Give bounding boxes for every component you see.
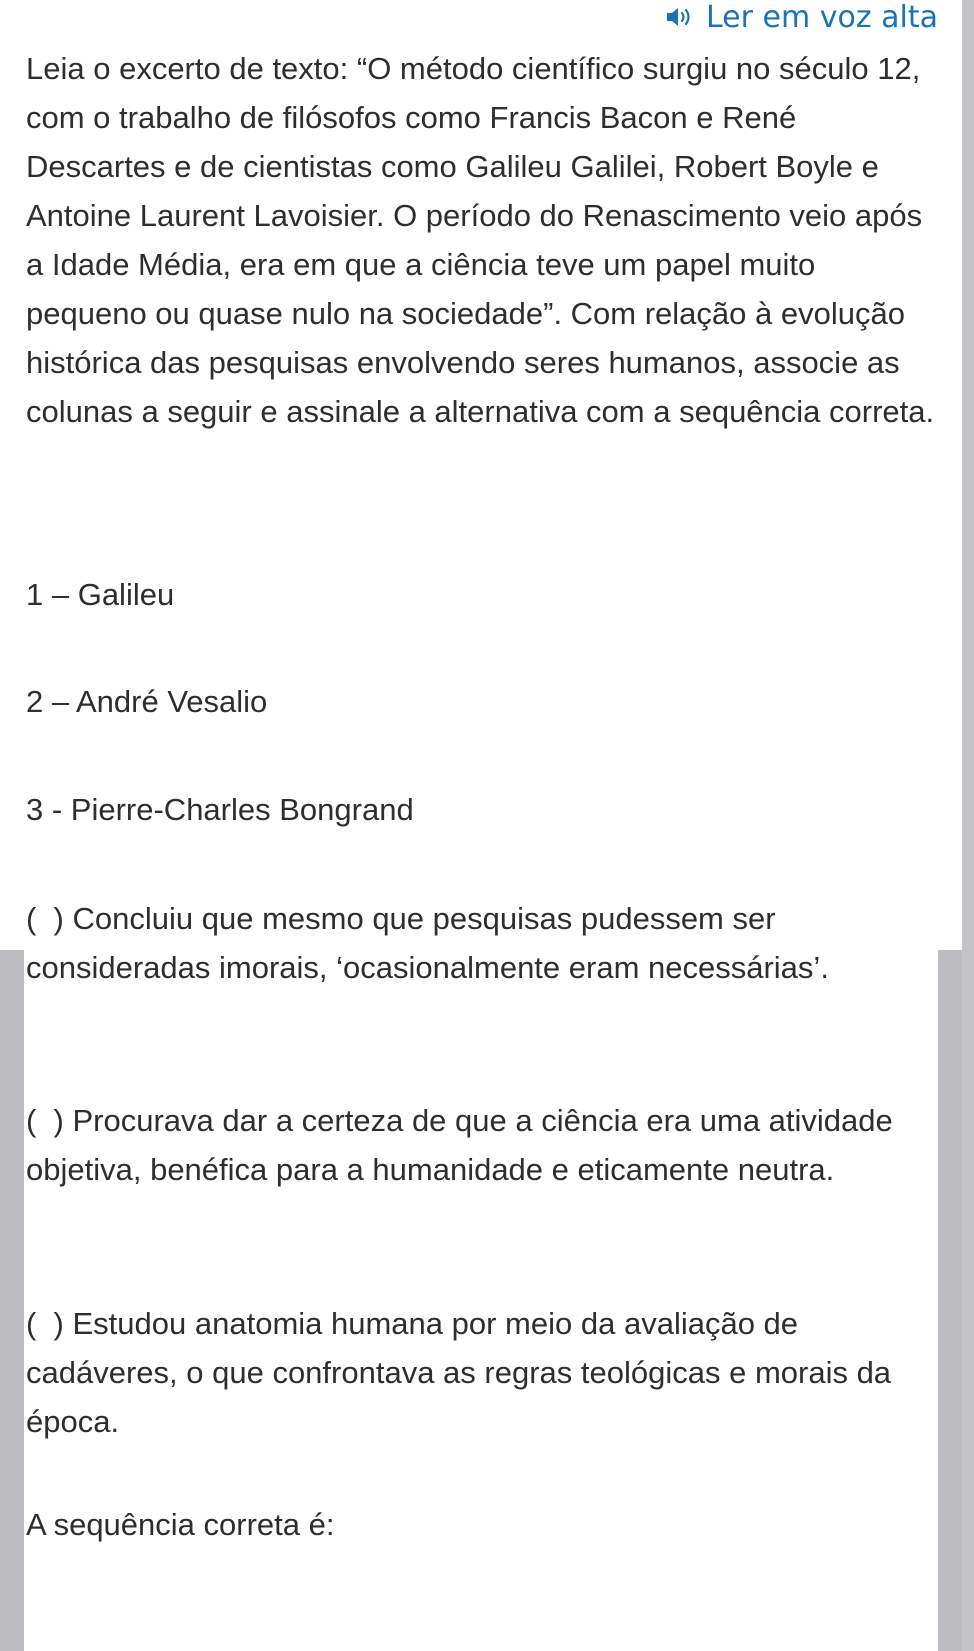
column2-item-3-text: Estudou anatomia humana por meio da avaliação de cadáveres, o que confrontava as regras teológicas e morais da época. (26, 1306, 892, 1439)
read-aloud-button[interactable] (666, 0, 938, 34)
answer-blank-2[interactable]: ( ) (26, 1103, 64, 1138)
answer-prompt: A sequência correta é: (26, 1507, 335, 1542)
column2-item-1 (26, 894, 926, 992)
column1-item-1: 1 – Galileu (26, 577, 175, 612)
answer-blank-3[interactable]: ( ) (26, 1306, 64, 1341)
question-passage-block (26, 44, 942, 436)
answer-blank-1[interactable]: ( ) (26, 901, 64, 936)
column2-item-3 (26, 1299, 926, 1446)
column2-item-1-text: Concluiu que mesmo que pesquisas pudessem ser consideradas imorais, ‘ocasionalmente eram necessárias’. (26, 901, 829, 985)
column2-item-2-text: Procurava dar a certeza de que a ciência era uma atividade objetiva, benéfica para a humanidade e eticamente neutra. (26, 1103, 893, 1187)
column1-item-2: 2 – André Vesalio (26, 684, 268, 719)
scrollbar-track[interactable] (962, 0, 974, 1651)
speaker-icon (666, 6, 696, 28)
column2-item-2 (26, 1096, 926, 1194)
read-aloud-label: Ler em voz alta (706, 0, 938, 35)
question-passage: Leia o excerto de texto: “O método científico surgiu no século 12, com o trabalho de filósofos como Francis Bacon e René Descartes e de cientistas como Galileu Galilei, Robert Boyle e Antoine Laurent Lavoisier. O período do Renascimento veio após a Idade Média, era em que a ciência teve um papel muito pequeno ou quase nulo na sociedade”. Com relação à evolução histórica das pesquisas envolvendo seres humanos, associe as colunas a seguir e assinale a alternativa com a sequência correta. (26, 51, 935, 429)
column1-item-3: 3 - Pierre-Charles Bongrand (26, 792, 414, 827)
